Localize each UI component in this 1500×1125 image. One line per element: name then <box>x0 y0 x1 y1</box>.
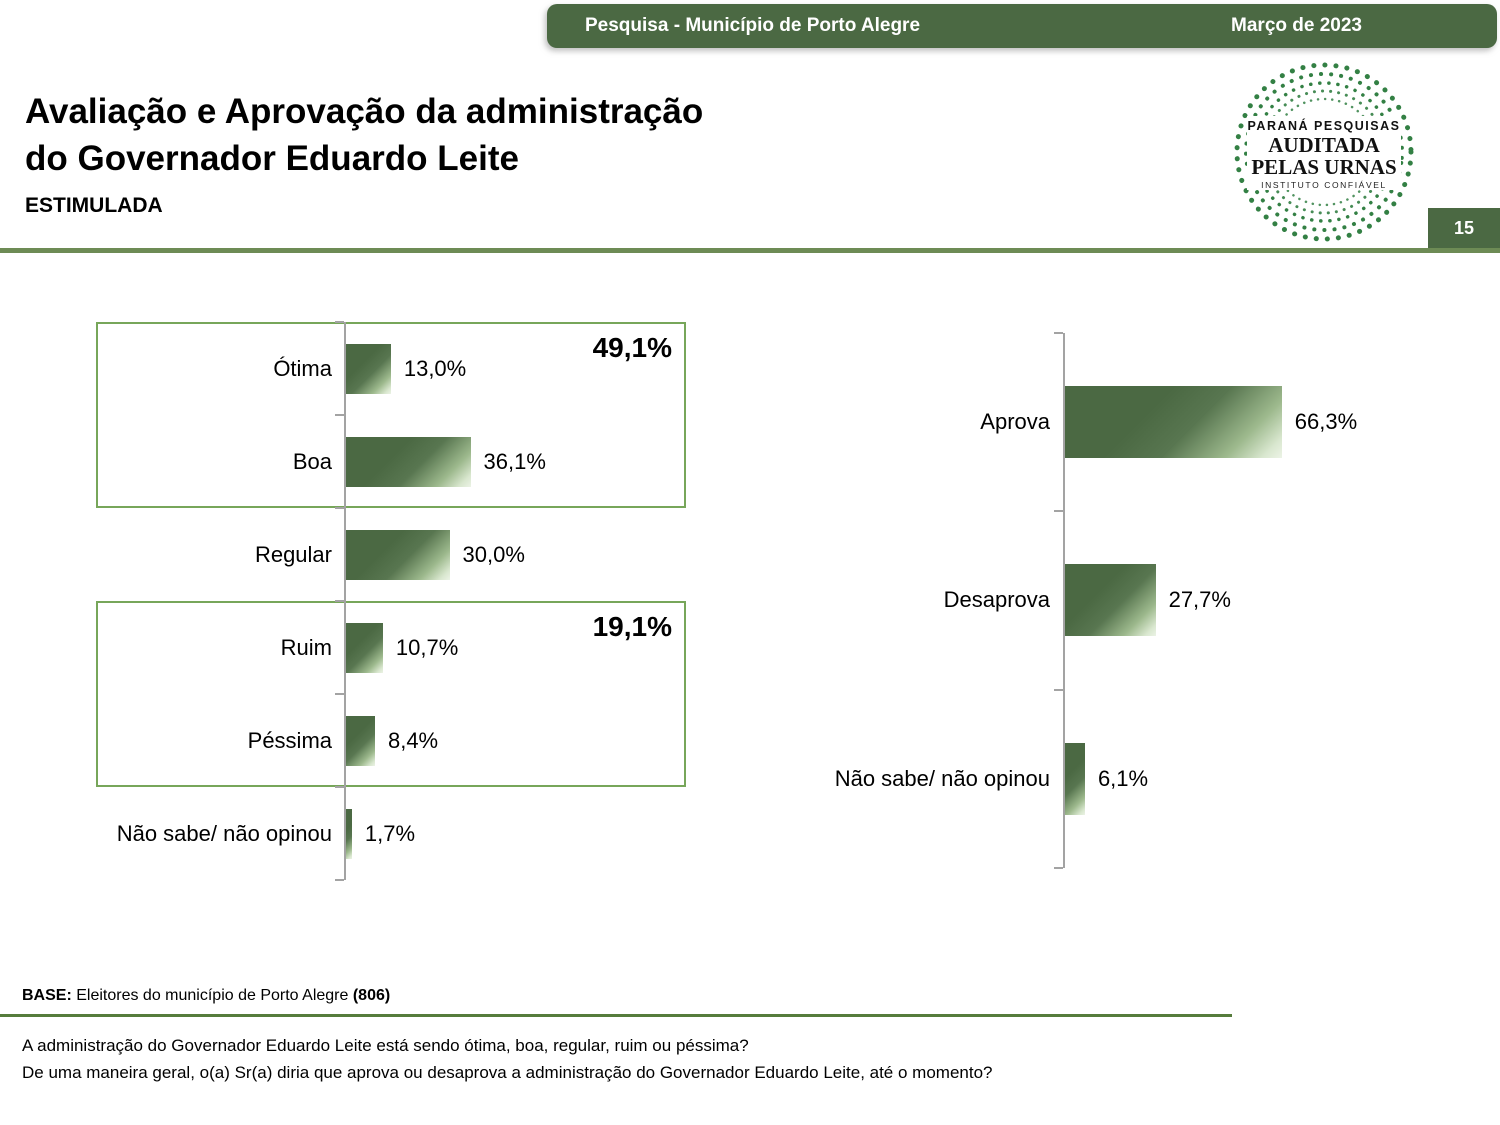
logo-text-pelas-urnas: PELAS URNAS <box>1251 155 1397 179</box>
bottom-divider <box>0 1014 1232 1017</box>
header-title: Pesquisa - Município de Porto Alegre <box>585 15 921 36</box>
bar <box>346 437 471 487</box>
value-label: 27,7% <box>1168 587 1231 613</box>
parana-pesquisas-logo <box>1228 56 1420 248</box>
bar <box>1065 743 1085 815</box>
value-label: 36,1% <box>483 448 546 474</box>
bar <box>1065 386 1282 458</box>
category-label: Ótima <box>273 355 332 381</box>
logo-text-instituto-confiavel: INSTITUTO CONFIÁVEL <box>1261 180 1387 190</box>
category-label: Regular <box>254 541 332 567</box>
bar <box>346 530 450 580</box>
value-label: 13,0% <box>403 355 467 381</box>
value-label: 66,3% <box>1294 409 1358 435</box>
base-count: (806) <box>352 987 391 1004</box>
axis-tick <box>1054 510 1063 512</box>
axis-tick <box>1054 689 1063 691</box>
logo-dotted-rings <box>1228 56 1420 248</box>
category-label: Não sabe/ não opinou <box>116 820 332 846</box>
axis-tick <box>335 414 344 416</box>
header-date: Março de 2023 <box>1231 15 1362 36</box>
category-label: Ruim <box>280 634 332 660</box>
axis-tick <box>335 879 344 881</box>
logo-text-parana-pesquisas: PARANÁ PESQUISAS <box>1247 119 1401 133</box>
bar <box>1065 564 1156 636</box>
group-total-positive: 49,1% <box>592 332 672 363</box>
title-line-2: do Governador Eduardo Leite <box>25 139 519 178</box>
value-label: 30,0% <box>462 541 525 567</box>
question-2: De uma maneira geral, o(a) Sr(a) diria que aprova ou desaprova a administração do Governador Eduardo Leite, até o momento? <box>22 1063 993 1082</box>
base-line <box>22 987 390 1005</box>
value-label: 10,7% <box>395 634 459 660</box>
axis-tick <box>335 507 344 509</box>
category-label: Péssima <box>247 727 332 753</box>
bar <box>346 344 391 394</box>
axis-tick <box>1054 867 1063 869</box>
page-title <box>25 88 703 182</box>
logo-text-auditada: AUDITADA <box>1268 133 1380 157</box>
axis-tick <box>335 600 344 602</box>
top-divider <box>0 248 1500 253</box>
axis-tick <box>335 693 344 695</box>
bar <box>346 623 383 673</box>
group-total-negative: 19,1% <box>592 611 672 642</box>
category-label: Desaprova <box>943 587 1050 613</box>
page-number-badge: 15 <box>1428 208 1500 248</box>
category-label: Boa <box>292 448 332 474</box>
bar <box>346 809 352 859</box>
value-axis <box>344 322 346 880</box>
bar <box>346 716 375 766</box>
axis-tick <box>1054 332 1063 334</box>
value-label: 6,1% <box>1097 765 1149 791</box>
base-label: BASE: <box>22 987 72 1004</box>
axis-tick <box>335 786 344 788</box>
question-1: A administração do Governador Eduardo Leite está sendo ótima, boa, regular, ruim ou péssima? <box>22 1036 749 1055</box>
title-line-1: Avaliação e Aprovação da administração <box>25 92 704 131</box>
base-text: Eleitores do município de Porto Alegre <box>76 987 349 1004</box>
category-label: Não sabe/ não opinou <box>834 765 1050 791</box>
axis-tick <box>335 321 344 323</box>
header-bar <box>547 4 1497 48</box>
subtitle-estimulada: ESTIMULADA <box>25 194 163 217</box>
value-label: 8,4% <box>387 727 439 753</box>
group-box-negative <box>96 601 686 787</box>
value-label: 1,7% <box>364 820 416 846</box>
category-label: Aprova <box>980 409 1050 435</box>
